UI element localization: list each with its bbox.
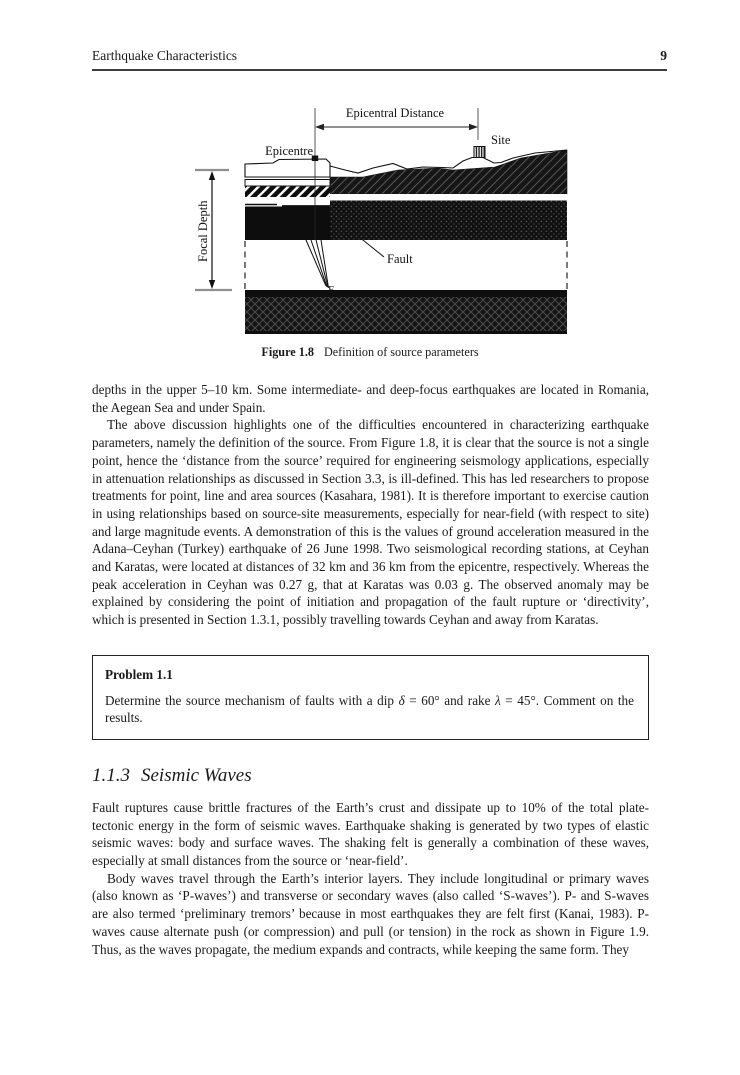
problem-box <box>92 655 649 740</box>
running-header <box>92 48 667 71</box>
page-number: 9 <box>660 48 667 63</box>
chapter-title: Earthquake Characteristics <box>92 48 238 63</box>
figure-1-8 <box>195 100 585 350</box>
fault-label: Fault <box>387 252 413 266</box>
figure-caption-label: Figure 1.8 <box>261 345 314 359</box>
epicentre-label: Epicentre <box>265 144 313 158</box>
epicentral-distance-dimension <box>315 106 478 158</box>
problem-title: Problem 1.1 <box>105 666 173 682</box>
paragraph-body-waves: Body waves travel through the Earth’s interior layers. They include longitudinal or primary waves (also known as ‘P-waves’) and transverse or secondary waves (also called ‘S-waves’). P- and S-waves are also termed ‘preliminary tremors’ because in most earthquakes they are felt first (Kanai, 1983). P-waves cause alternate push (or compression) and pull (or tension) in the rock as shown in Figure 1.9. Thus, as the waves propagate, the medium expands and contracts, while keeping the same form. They <box>92 870 649 957</box>
section-heading <box>92 765 649 787</box>
figure-caption-text: Definition of source parameters <box>323 345 479 359</box>
delta-symbol: δ <box>398 692 405 708</box>
crust-right-strata <box>330 147 567 241</box>
paragraph-discussion: The above discussion highlights one of the difficulties encountered in characterizing earthquake parameters, namely the definition of the source. From Figure 1.8, it is clear that the source is not a single point, hence the ‘distance from the source’ required for engineering seismology applications, especially in attenuation relationships as discussed in Section 3.3, is ill-defined. This has led researchers to propose treatments for point, line and area sources (Kasahara, 1981). It is therefore important to exercise caution in using relationships based on source-site measurements, especially for near-field (with respect to site) and large magnitude events. A demonstration of this is the values of ground acceleration measured in the Adana–Ceyhan (Turkey) earthquake of 26 June 1998. Two seismological recording stations, at Ceyhan and Karatas, were located at distances of 32 km and 36 km from the epicentre, respectively. Whereas the peak acceleration in Ceyhan was 0.27 g, that at Karatas was 0.03 g. The observed anomaly may be explained by considering the point of initiation and propagation of the fault rupture or ‘directivity’, which is presented in Section 1.3.1, possibly travelling towards Ceyhan and away from Karatas. <box>92 417 649 628</box>
section-title: Seismic Waves <box>141 764 252 786</box>
text-column <box>92 381 649 958</box>
site-label: Site <box>491 133 511 147</box>
lambda-symbol: λ <box>495 692 501 708</box>
problem-text-part3: = 45°. Comment on the results. <box>105 692 634 726</box>
crust-left-strata <box>245 159 330 240</box>
source-parameters-diagram <box>195 100 585 350</box>
fault-zone <box>245 236 567 296</box>
deep-stratum <box>245 290 567 334</box>
paragraph-continued: depths in the upper 5–10 km. Some intermediate- and deep-focus earthquakes are located in Romania, the Aegean Sea and under Spain. <box>92 382 649 415</box>
problem-text <box>105 692 634 727</box>
section-number: 1.1.3 <box>92 764 130 786</box>
paragraph-fault-ruptures: Fault ruptures cause brittle fractures of the Earth’s crust and dissipate up to 10% of the total plate-tectonic energy in the form of seismic waves. Earthquake shaking is generated by two types of elastic seismic waves: body and surface waves. The shaking felt is generally a combination of these waves, especially at small distances from the source or ‘near-field’. <box>92 799 649 869</box>
problem-text-part2: = 60° and rake <box>404 692 496 708</box>
problem-text-part1: Determine the source mechanism of faults with a dip <box>105 692 399 708</box>
epicentral-distance-label: Epicentral Distance <box>345 106 445 120</box>
focal-depth-dimension <box>195 170 232 290</box>
site-building-icon <box>474 147 485 158</box>
focal-depth-label: Focal Depth <box>196 200 210 262</box>
figure-caption <box>0 345 740 360</box>
